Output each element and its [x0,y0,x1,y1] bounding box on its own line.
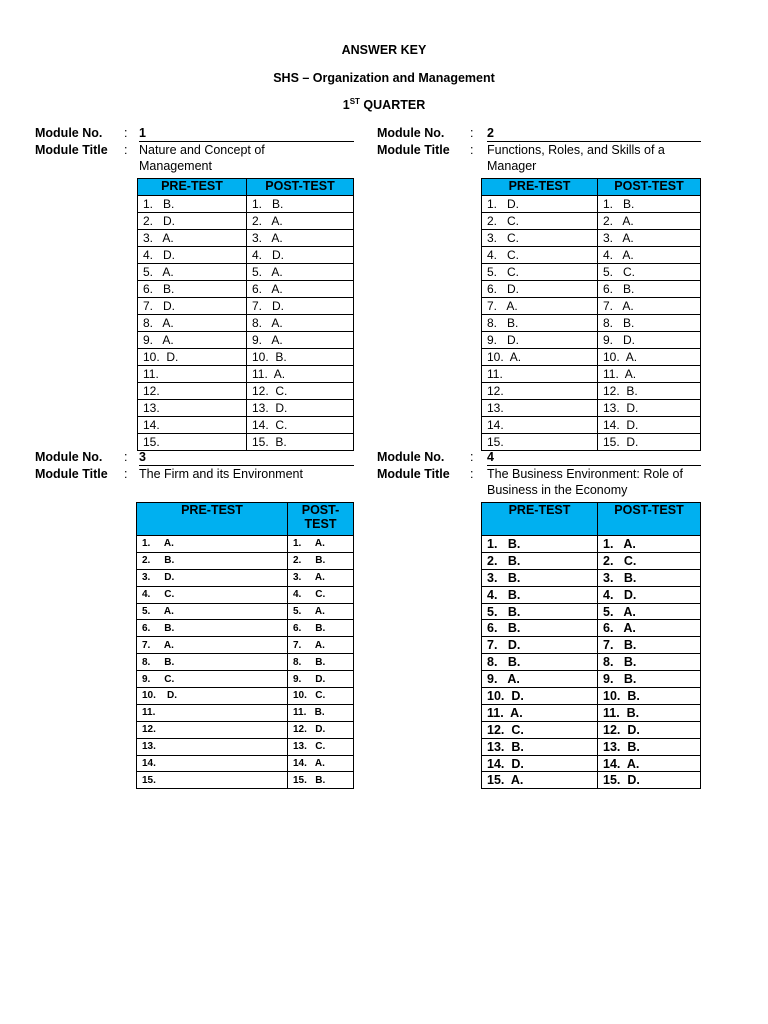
pre-test-answer: 5. A. [138,264,247,281]
post-test-answer: 12. C. [247,383,354,400]
module-2-answer-table [481,178,701,451]
subject-title: SHS – Organization and Management [273,71,495,85]
post-test-answer: 8. B. [288,654,354,671]
answer-row [138,247,354,264]
post-test-answer: 8. A. [247,315,354,332]
answer-row [482,332,701,349]
answer-row [482,603,701,620]
module-no-label: Module No. [35,450,103,464]
pre-test-answer: 1. B. [138,196,247,213]
answer-row [482,671,701,688]
pre-test-answer: 1. D. [482,196,598,213]
answer-row [482,536,701,553]
post-test-answer: 9. A. [247,332,354,349]
quarter-heading [0,97,768,112]
answer-row [137,671,354,688]
pre-test-answer: 4. D. [138,247,247,264]
pre-test-answer: 3. B. [482,569,598,586]
post-test-answer: 10. A. [598,349,701,366]
pre-test-answer: 13. [482,400,598,417]
post-test-answer: 15. D. [598,772,701,789]
post-test-answer: 14. C. [247,417,354,434]
answer-row [482,721,701,738]
answer-row [138,400,354,417]
pre-test-answer: 6. B. [482,620,598,637]
answer-row [138,315,354,332]
post-test-answer: 9. D. [598,332,701,349]
pre-test-header: PRE-TEST [138,179,247,196]
answer-row [137,552,354,569]
answer-row [137,569,354,586]
colon: : [470,143,474,157]
post-test-answer: 1. A. [598,536,701,553]
answer-row [482,417,701,434]
colon: : [124,467,128,481]
module-4-answer-table [481,502,701,789]
answer-row [482,434,701,451]
answer-row [137,772,354,789]
answer-row [138,383,354,400]
answer-row [482,738,701,755]
module-title-label: Module Title [35,467,108,481]
pre-test-answer: 6. B. [137,620,288,637]
answer-row [482,654,701,671]
pre-test-header: PRE-TEST [137,503,288,536]
module-3-number: 3 [139,449,354,466]
answer-row [137,755,354,772]
pre-test-answer: 7. A. [482,298,598,315]
pre-test-answer: 5. B. [482,603,598,620]
post-test-answer: 9. B. [598,671,701,688]
quarter-number: 1 [342,98,350,113]
answer-row [482,620,701,637]
answer-row [138,434,354,451]
answer-row [482,196,701,213]
pre-test-answer: 5. C. [482,264,598,281]
post-test-answer: 4. C. [288,586,354,603]
pre-test-answer: 10. D. [137,688,288,705]
post-test-answer: 12. B. [598,383,701,400]
answer-row [482,637,701,654]
answer-row [137,688,354,705]
post-test-answer: 5. A. [247,264,354,281]
post-test-answer: 6. B. [288,620,354,637]
pre-test-header: PRE-TEST [482,179,598,196]
answer-row [138,298,354,315]
answer-row [138,264,354,281]
answer-row [482,315,701,332]
post-test-answer: 14. A. [598,755,701,772]
pre-test-answer: 8. A. [138,315,247,332]
answer-row [482,755,701,772]
answer-row [482,552,701,569]
post-test-answer: 15. B. [247,434,354,451]
post-test-answer: 2. B. [288,552,354,569]
pre-test-answer: 12. C. [482,721,598,738]
answer-row [482,704,701,721]
pre-test-answer: 14. [137,755,288,772]
post-test-answer: 11. B. [288,704,354,721]
answer-row [138,281,354,298]
answer-row [137,654,354,671]
post-test-answer: 13. C. [288,738,354,755]
pre-test-answer: 8. B. [482,315,598,332]
pre-test-answer: 12. [138,383,247,400]
page-title: ANSWER KEY [341,43,427,57]
pre-test-header: PRE-TEST [482,503,598,536]
post-test-answer: 3. B. [598,569,701,586]
pre-test-answer: 9. C. [137,671,288,688]
post-test-answer: 6. A. [247,281,354,298]
post-test-answer: 4. D. [598,586,701,603]
post-test-answer: 10. B. [247,349,354,366]
post-test-answer: 14. D. [598,417,701,434]
post-test-answer: 11. A. [247,366,354,383]
answer-row [137,536,354,553]
pre-test-answer: 15. [138,434,247,451]
post-test-answer: 13. B. [598,738,701,755]
post-test-answer: 7. B. [598,637,701,654]
module-title-label: Module Title [35,143,108,157]
answer-row [137,620,354,637]
post-test-answer: 9. D. [288,671,354,688]
post-test-answer: 4. D. [247,247,354,264]
pre-test-answer: 3. C. [482,230,598,247]
pre-test-answer: 11. [137,704,288,721]
pre-test-answer: 12. [482,383,598,400]
pre-test-answer: 15. A. [482,772,598,789]
post-test-answer: 6. A. [598,620,701,637]
post-test-answer: 14. A. [288,755,354,772]
colon: : [124,126,128,140]
pre-test-answer: 8. B. [482,654,598,671]
answer-row [482,569,701,586]
pre-test-answer: 2. C. [482,213,598,230]
post-test-header: POST-TEST [598,503,701,536]
post-test-header: POST-TEST [288,503,354,536]
pre-test-answer: 5. A. [137,603,288,620]
answer-row [482,772,701,789]
post-test-answer: 3. A. [247,230,354,247]
pre-test-answer: 10. A. [482,349,598,366]
module-no-label: Module No. [377,126,445,140]
post-test-answer: 1. A. [288,536,354,553]
pre-test-answer: 15. [482,434,598,451]
quarter-word: QUARTER [359,98,426,113]
module-2-number: 2 [487,125,701,142]
module-no-label: Module No. [35,126,103,140]
pre-test-answer: 9. A. [138,332,247,349]
post-test-answer: 5. A. [288,603,354,620]
post-test-answer: 3. A. [288,569,354,586]
post-test-answer: 15. B. [288,772,354,789]
post-test-answer: 12. D. [598,721,701,738]
post-test-answer: 2. C. [598,552,701,569]
module-1-answer-table [137,178,354,451]
answer-row [138,196,354,213]
pre-test-answer: 1. A. [137,536,288,553]
post-test-answer: 11. B. [598,704,701,721]
answer-row [137,721,354,738]
module-4-number: 4 [487,449,701,466]
answer-row [482,213,701,230]
pre-test-answer: 9. A. [482,671,598,688]
answer-row [137,637,354,654]
pre-test-answer: 2. B. [482,552,598,569]
pre-test-answer: 14. D. [482,755,598,772]
post-test-answer: 5. A. [598,603,701,620]
pre-test-answer: 4. B. [482,586,598,603]
post-test-answer: 6. B. [598,281,701,298]
pre-test-answer: 10. D. [138,349,247,366]
module-3-title: The Firm and its Environment [139,467,303,481]
pre-test-answer: 14. [138,417,247,434]
pre-test-answer: 3. D. [137,569,288,586]
answer-row [482,247,701,264]
post-test-answer: 7. D. [247,298,354,315]
pre-test-answer: 7. D. [138,298,247,315]
answer-row [137,704,354,721]
pre-test-answer: 2. D. [138,213,247,230]
answer-row [138,332,354,349]
post-test-answer: 13. D. [598,400,701,417]
pre-test-answer: 1. B. [482,536,598,553]
post-test-answer: 3. A. [598,230,701,247]
answer-row [137,738,354,755]
post-test-answer: 1. B. [598,196,701,213]
post-test-answer: 2. A. [598,213,701,230]
colon: : [124,143,128,157]
module-title-label: Module Title [377,143,450,157]
post-test-answer: 1. B. [247,196,354,213]
pre-test-answer: 8. B. [137,654,288,671]
post-test-header: POST-TEST [247,179,354,196]
pre-test-answer: 4. C. [137,586,288,603]
answer-row [138,230,354,247]
answer-row [138,213,354,230]
pre-test-answer: 13. [138,400,247,417]
post-test-answer: 10. B. [598,688,701,705]
post-test-answer: 8. B. [598,654,701,671]
colon: : [124,450,128,464]
post-test-answer: 10. C. [288,688,354,705]
pre-test-answer: 6. B. [138,281,247,298]
answer-row [482,298,701,315]
answer-row [482,383,701,400]
pre-test-answer: 7. A. [137,637,288,654]
pre-test-answer: 11. [138,366,247,383]
post-test-answer: 4. A. [598,247,701,264]
post-test-answer: 13. D. [247,400,354,417]
pre-test-answer: 14. [482,417,598,434]
module-3-answer-table [136,502,354,789]
pre-test-answer: 6. D. [482,281,598,298]
post-test-answer: 11. A. [598,366,701,383]
post-test-answer: 8. B. [598,315,701,332]
post-test-answer: 7. A. [598,298,701,315]
pre-test-answer: 12. [137,721,288,738]
answer-row [482,366,701,383]
answer-row [482,349,701,366]
post-test-answer: 12. D. [288,721,354,738]
pre-test-answer: 7. D. [482,637,598,654]
module-2-title: Functions, Roles, and Skills of a Manager [487,143,665,173]
module-1-title: Nature and Concept of Management [139,143,265,173]
pre-test-answer: 15. [137,772,288,789]
pre-test-answer: 9. D. [482,332,598,349]
answer-row [137,603,354,620]
post-test-answer: 5. C. [598,264,701,281]
pre-test-answer: 4. C. [482,247,598,264]
answer-row [482,400,701,417]
module-4-title: The Business Environment: Role of Business in the Economy [487,467,683,497]
module-no-label: Module No. [377,450,445,464]
post-test-answer: 7. A. [288,637,354,654]
answer-row [137,586,354,603]
post-test-answer: 15. D. [598,434,701,451]
pre-test-answer: 2. B. [137,552,288,569]
post-test-answer: 2. A. [247,213,354,230]
answer-row [482,586,701,603]
pre-test-answer: 11. [482,366,598,383]
pre-test-answer: 13. B. [482,738,598,755]
answer-row [138,349,354,366]
module-title-label: Module Title [377,467,450,481]
answer-row [138,417,354,434]
module-1-number: 1 [139,125,354,142]
answer-row [482,281,701,298]
pre-test-answer: 13. [137,738,288,755]
colon: : [470,467,474,481]
pre-test-answer: 10. D. [482,688,598,705]
pre-test-answer: 11. A. [482,704,598,721]
answer-row [138,366,354,383]
answer-row [482,264,701,281]
colon: : [470,126,474,140]
colon: : [470,450,474,464]
post-test-header: POST-TEST [598,179,701,196]
answer-row [482,230,701,247]
pre-test-answer: 3. A. [138,230,247,247]
quarter-ordinal: ST [349,97,360,106]
answer-row [482,688,701,705]
